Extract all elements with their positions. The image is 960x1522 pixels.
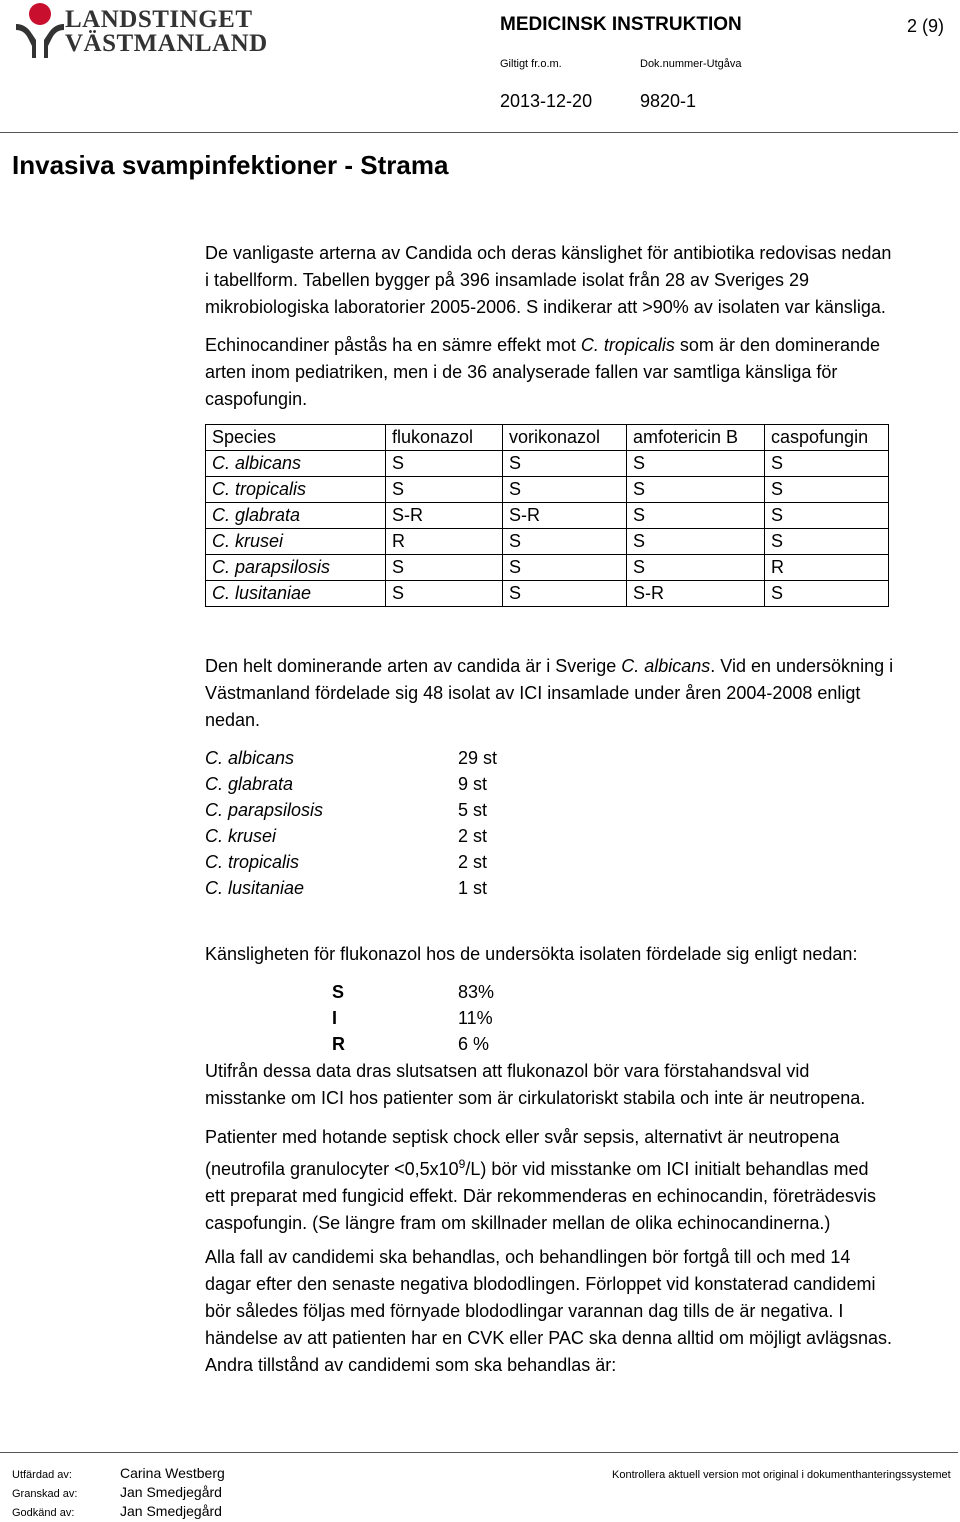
table-cell: S — [765, 503, 889, 529]
table-cell: S — [503, 477, 627, 503]
septic-line: ett preparat med fungicid effekt. Där rekommenderas en echinocandin, företrädesvis — [205, 1186, 877, 1206]
intro-line: i tabellform. Tabellen bygger på 396 insamlade isolat från 28 av Sveriges 29 — [205, 270, 810, 290]
candidemia-line: Andra tillstånd av candidemi som ska behandlas är: — [205, 1355, 617, 1375]
table-header: Species — [206, 425, 386, 451]
table-cell: S — [503, 581, 627, 607]
septic-paragraph — [205, 1124, 950, 1237]
flukonazol-list — [332, 979, 582, 1057]
page-number: 2 (9) — [907, 16, 945, 36]
doc-type: MEDICINSK INSTRUKTION — [500, 14, 742, 35]
candidemia-paragraph — [205, 1244, 950, 1379]
reviewed-by: Jan Smedjegård — [120, 1484, 222, 1500]
table-cell-species: C. krusei — [206, 529, 386, 555]
list-item: C. krusei 2 st — [205, 826, 488, 846]
table-cell: S — [765, 477, 889, 503]
isolate-list — [205, 745, 605, 901]
table-cell: S-R — [503, 503, 627, 529]
table-cell: S — [503, 451, 627, 477]
septic-line: caspofungin. (Se längre fram om skillnader mellan de olika echinocandinerna.) — [205, 1213, 831, 1233]
echino-line: caspofungin. — [205, 389, 308, 409]
org-name-line2: VÄSTMANLAND — [65, 30, 268, 57]
table-cell: S — [765, 529, 889, 555]
dominant-text: . Vid en undersökning i — [710, 656, 894, 676]
page-title: Invasiva svampinfektioner - Strama — [12, 150, 449, 180]
issued-by: Carina Westberg — [120, 1465, 225, 1481]
list-item: C. glabrata 9 st — [205, 774, 488, 794]
table-cell: S — [386, 555, 503, 581]
table-cell: S — [386, 477, 503, 503]
org-logo-icon — [12, 2, 72, 60]
table-cell: S-R — [627, 581, 765, 607]
table-cell: S — [765, 581, 889, 607]
dominant-species: C. albicans — [621, 656, 711, 676]
table-cell-species: C. tropicalis — [206, 477, 386, 503]
conclusion-line: misstanke om ICI hos patienter som är cirkulatoriskt stabila och inte är neutropena. — [205, 1088, 866, 1108]
table-cell: S-R — [386, 503, 503, 529]
table-cell-species: C. lusitaniae — [206, 581, 386, 607]
intro-line: mikrobiologiska laboratorier 2005-2006. S indikerar att >90% av isolaten var känsliga. — [205, 297, 886, 317]
valid-from-label: Giltigt fr.o.m. — [500, 58, 562, 70]
table-cell: S — [627, 529, 765, 555]
echino-text: Echinocandiner påstås ha en sämre effekt mot — [205, 335, 581, 355]
doc-number: 9820-1 — [640, 91, 697, 111]
septic-text: /L) bör vid misstanke om ICI initialt behandlas med — [465, 1159, 869, 1179]
table-cell: S — [627, 555, 765, 581]
footer-divider — [0, 1452, 958, 1453]
conclusion-paragraph — [205, 1058, 950, 1112]
list-item: C. albicans 29 st — [205, 748, 498, 768]
candidemia-line: dagar efter den senaste negativa blododlingen. Förloppet vid konstaterad candidemi — [205, 1274, 876, 1294]
reviewed-label: Granskad av: — [12, 1488, 78, 1500]
approved-label: Godkänd av: — [12, 1507, 75, 1519]
table-header: amfotericin B — [627, 425, 765, 451]
dominant-line: nedan. — [205, 710, 261, 730]
table-row — [206, 477, 889, 503]
doc-number-label: Dok.nummer-Utgåva — [640, 58, 742, 70]
intro-paragraph — [205, 240, 950, 321]
table-cell-species: C. parapsilosis — [206, 555, 386, 581]
table-header-row — [206, 425, 889, 451]
echino-text: som är den dominerande — [674, 335, 881, 355]
table-header: vorikonazol — [503, 425, 627, 451]
table-cell-species: C. glabrata — [206, 503, 386, 529]
table-row — [206, 503, 889, 529]
dominant-paragraph — [205, 653, 950, 734]
table-cell: S — [627, 503, 765, 529]
flukonazol-intro: Känsligheten för flukonazol hos de undersökta isolaten fördelade sig enligt nedan: — [205, 944, 858, 964]
table-row — [206, 529, 889, 555]
table-cell: S — [386, 451, 503, 477]
table-cell: S — [627, 477, 765, 503]
conclusion-line: Utifrån dessa data dras slutsatsen att flukonazol bör vara förstahandsval vid — [205, 1061, 810, 1081]
intro-line: De vanligaste arterna av Candida och deras känslighet för antibiotika redovisas nedan — [205, 243, 892, 263]
table-row — [206, 581, 889, 607]
valid-from-date: 2013-12-20 — [500, 91, 593, 111]
table-row — [206, 555, 889, 581]
org-name-line1: LANDSTINGET — [65, 6, 253, 33]
table-cell: S — [386, 581, 503, 607]
echino-species: C. tropicalis — [580, 335, 675, 355]
issued-label: Utfärdad av: — [12, 1469, 72, 1481]
footer-notice: Kontrollera aktuell version mot original i dokumenthanteringssystemet — [612, 1469, 951, 1481]
list-item: C. tropicalis 2 st — [205, 852, 488, 872]
septic-exponent: 9 — [458, 1157, 466, 1171]
dominant-line: Västmanland fördelade sig 48 isolat av ICI insamlade under åren 2004-2008 enligt — [205, 683, 861, 703]
table-cell: S — [765, 451, 889, 477]
list-item: S 83% — [332, 982, 495, 1002]
table-cell: R — [386, 529, 503, 555]
candidemia-line: bör således följas med förnyade blododlingar varannan dag tills de är negativa. I — [205, 1301, 844, 1321]
table-cell: R — [765, 555, 889, 581]
list-item: I 11% — [332, 1008, 493, 1028]
table-cell: S — [503, 529, 627, 555]
septic-text: (neutrofila granulocyter <0,5x10 — [205, 1159, 459, 1179]
table-row — [206, 451, 889, 477]
table-cell: S — [627, 451, 765, 477]
list-item: R 6 % — [332, 1034, 490, 1054]
echinocandin-paragraph — [205, 332, 950, 413]
list-item: C. parapsilosis 5 st — [205, 800, 488, 820]
table-header: flukonazol — [386, 425, 503, 451]
table-cell: S — [503, 555, 627, 581]
list-item: C. lusitaniae 1 st — [205, 878, 488, 898]
candidemia-line: Alla fall av candidemi ska behandlas, och behandlingen bör fortgå till och med 14 — [205, 1247, 851, 1267]
approved-by: Jan Smedjegård — [120, 1503, 222, 1519]
org-name — [65, 8, 268, 56]
table-header: caspofungin — [765, 425, 889, 451]
header-divider — [0, 132, 958, 133]
echino-line: arten inom pediatriken, men i de 36 analyserade fallen var samtliga känsliga för — [205, 362, 838, 382]
septic-line: Patienter med hotande septisk chock eller svår sepsis, alternativt är neutropena — [205, 1127, 840, 1147]
table-cell-species: C. albicans — [206, 451, 386, 477]
candidemia-line: händelse av att patienten har en CVK eller PAC ska denna alltid om möjligt avlägsnas. — [205, 1328, 893, 1348]
susceptibility-table — [205, 424, 889, 607]
dominant-text: Den helt dominerande arten av candida är i Sverige — [205, 656, 622, 676]
